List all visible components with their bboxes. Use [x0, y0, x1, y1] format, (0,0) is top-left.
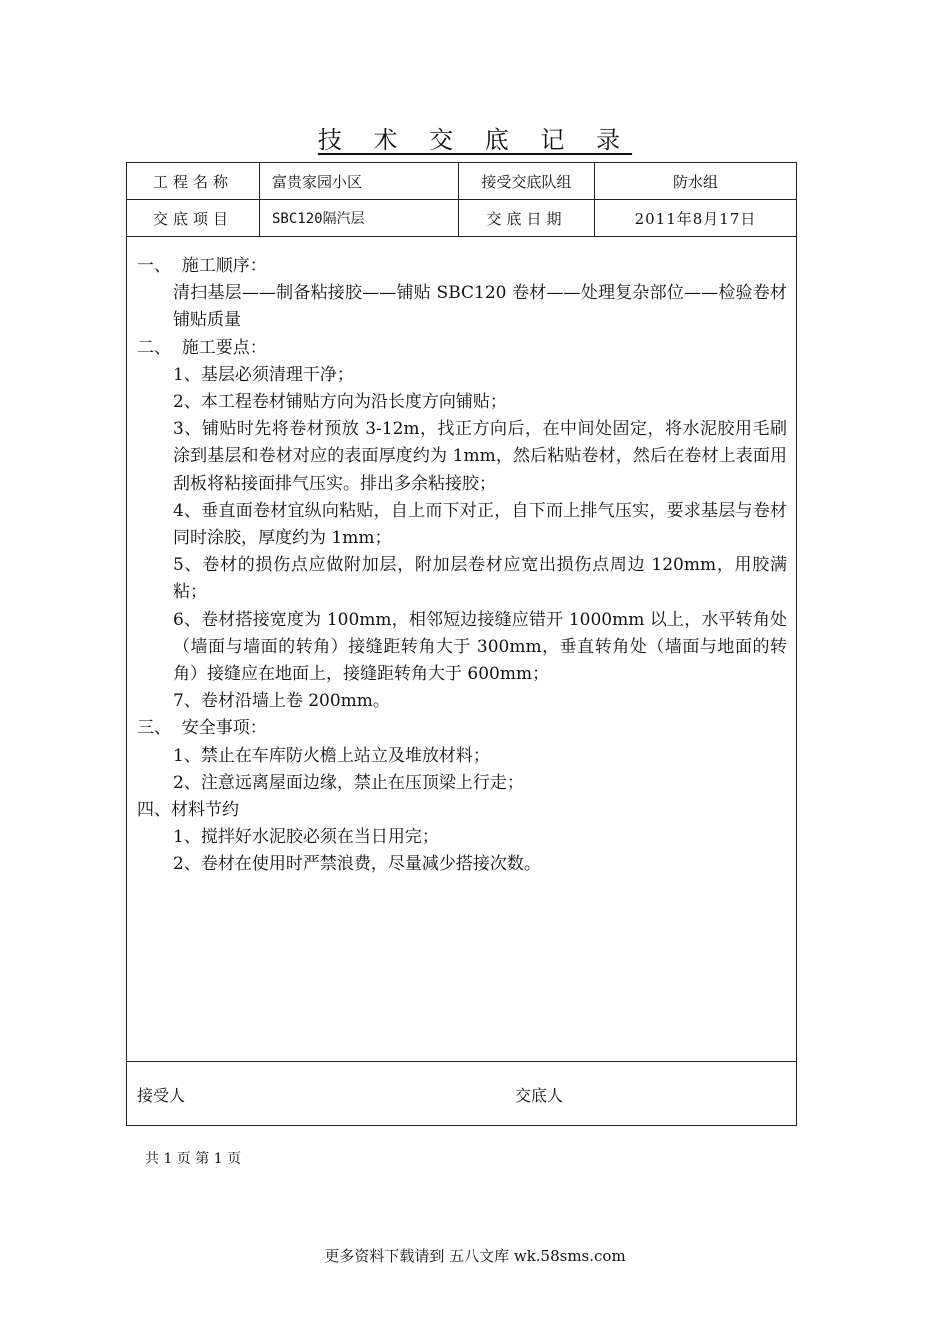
project-name-value: 富贵家园小区: [272, 172, 363, 191]
header-row-1: [127, 163, 796, 200]
date-value: 2011年8月17日: [634, 209, 757, 228]
section-3-item: 1、禁止在车库防火檐上站立及堆放材料；: [173, 745, 490, 766]
section-3-item: 2、注意远离屋面边缘，禁止在压顶梁上行走；: [173, 772, 524, 793]
section-2-item: 7、卷材沿墙上卷 200mm。: [173, 691, 390, 712]
section-2-item: 2、本工程卷材铺贴方向为沿长度方向铺贴；: [173, 392, 507, 413]
header-row-2: [127, 200, 796, 237]
document-title: 技 术 交 底 记 录: [317, 126, 633, 154]
section-2-item: 3、铺贴时先将卷材预放 3-12m，找正方向后，在中间处固定，将水泥胶用毛刷涂到基层和卷材对应的表面厚度约为 1mm，然后粘贴卷材，然后在卷材上表面用刮板将粘接面排气压实。排出多余粘接胶；: [173, 419, 787, 494]
signature-divider: [127, 1061, 796, 1062]
content-body: [137, 253, 787, 879]
section-4-title: 四、材料节约: [137, 800, 239, 821]
item-value: SBC120隔汽层: [272, 211, 365, 227]
divider: [259, 163, 260, 237]
section-1-title: 一、 施工顺序：: [137, 256, 267, 276]
giver-label: 交底人: [515, 1086, 564, 1105]
section-3-title: 三、 安全事项：: [137, 718, 267, 739]
item-label: 交底项目: [152, 209, 233, 228]
divider: [594, 163, 595, 237]
team-value: 防水组: [672, 172, 718, 191]
receiver-label: 接受人: [137, 1086, 186, 1105]
team-label: 接受交底队组: [481, 172, 572, 191]
project-name-label: 工程名称: [152, 172, 233, 191]
date-label: 交底日期: [486, 209, 567, 228]
section-2-item: 6、卷材搭接宽度为 100mm，相邻短边接缝应错开 1000mm 以上，水平转角处（墙面与墙面的转角）接缝距转角大于 300mm，垂直转角处（墙面与地面的转角）接缝应在地面上，接缝距转角大于 600mm；: [173, 609, 787, 685]
record-table: [126, 162, 797, 1126]
download-note: 更多资料下载请到 五八文库 wk.58sms.com: [324, 1247, 626, 1265]
section-2-item: 5、卷材的损伤点应做附加层，附加层卷材应宽出损伤点周边 120mm，用胶满粘；: [173, 555, 787, 603]
section-1-text: 清扫基层——制备粘接胶——铺贴 SBC120 卷材——处理复杂部位——检验卷材铺贴质量: [173, 283, 787, 331]
section-2-item: 1、基层必须清理干净；: [173, 364, 354, 385]
page-info: 共 1 页 第 1 页: [145, 1151, 242, 1167]
section-4-item: 1、搅拌好水泥胶必须在当日用完；: [173, 827, 439, 848]
section-2-item: 4、垂直面卷材宜纵向粘贴，自上而下对正，自下而上排气压实，要求基层与卷材同时涂胶，厚度约为 1mm；: [173, 500, 787, 549]
section-4-item: 2、卷材在使用时严禁浪费，尽量减少搭接次数。: [173, 854, 541, 875]
section-2-title: 二、 施工要点：: [137, 337, 267, 358]
divider: [458, 163, 459, 237]
